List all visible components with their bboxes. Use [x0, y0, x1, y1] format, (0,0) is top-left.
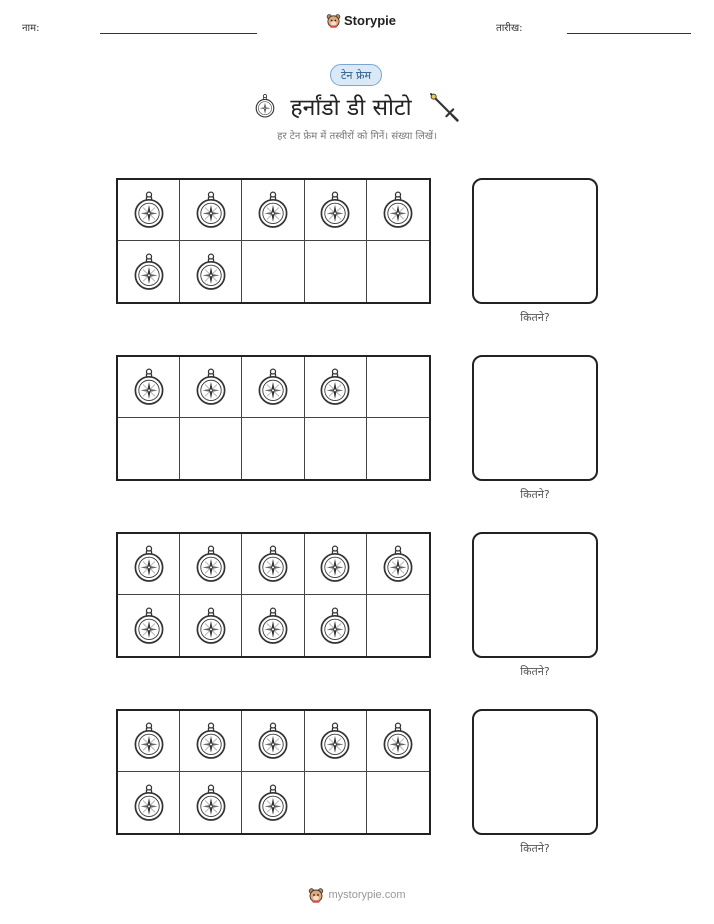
frame-cell: [180, 180, 242, 241]
date-label: तारीख:: [496, 23, 523, 34]
compass-icon: [254, 93, 276, 119]
ten-frame: [116, 709, 431, 835]
frame-cell: [367, 180, 429, 241]
name-label: नाम:: [22, 23, 40, 34]
sword-icon: [426, 89, 460, 123]
compass-icon: [318, 543, 352, 585]
frame-cell: [118, 418, 180, 479]
frame-cell: [367, 772, 429, 833]
frame-cell: [242, 772, 304, 833]
compass-icon: [194, 366, 228, 408]
compass-icon: [194, 782, 228, 824]
frame-cell: [180, 711, 242, 772]
frame-cell: [305, 180, 367, 241]
footer: [0, 887, 714, 903]
compass-icon: [194, 543, 228, 585]
compass-icon: [256, 189, 290, 231]
ten-frame: [116, 178, 431, 304]
answer-label: कितने?: [520, 311, 550, 324]
name-line[interactable]: [100, 33, 257, 34]
frame-cell: [118, 772, 180, 833]
frame-cell: [305, 241, 367, 302]
frame-cell: [242, 357, 304, 418]
frame-cell: [118, 711, 180, 772]
frame-cell: [305, 418, 367, 479]
answer-box[interactable]: [472, 709, 598, 835]
frame-cell: [242, 418, 304, 479]
frame-cell: [118, 241, 180, 302]
frame-cell: [305, 357, 367, 418]
frame-cell: [242, 534, 304, 595]
frame-cell: [118, 357, 180, 418]
frame-cell: [367, 534, 429, 595]
answer-box[interactable]: [472, 178, 598, 304]
compass-icon: [194, 189, 228, 231]
brand-logo: [326, 13, 396, 28]
compass-icon: [132, 189, 166, 231]
footer-url: mystorypie.com: [328, 889, 406, 901]
compass-icon: [132, 251, 166, 293]
frame-cell: [118, 180, 180, 241]
compass-icon: [318, 366, 352, 408]
frame-cell: [180, 595, 242, 656]
answer-box[interactable]: [472, 355, 598, 481]
frame-cell: [367, 241, 429, 302]
compass-icon: [256, 782, 290, 824]
compass-icon: [256, 720, 290, 762]
frame-cell: [118, 534, 180, 595]
page-title: हर्नांडो डी सोटो: [290, 95, 412, 121]
answer-label: कितने?: [520, 842, 550, 855]
frame-cell: [242, 241, 304, 302]
frame-cell: [242, 595, 304, 656]
frame-cell: [118, 595, 180, 656]
frame-cell: [367, 357, 429, 418]
answer-box[interactable]: [472, 532, 598, 658]
frame-cell: [242, 180, 304, 241]
compass-icon: [194, 720, 228, 762]
frame-cell: [367, 711, 429, 772]
compass-icon: [132, 543, 166, 585]
ten-frame: [116, 532, 431, 658]
compass-icon: [318, 605, 352, 647]
ten-frame: [116, 355, 431, 481]
compass-icon: [132, 720, 166, 762]
frame-cell: [242, 711, 304, 772]
compass-icon: [132, 782, 166, 824]
compass-icon: [381, 189, 415, 231]
bear-mascot-icon: [308, 887, 324, 903]
date-line[interactable]: [567, 33, 691, 34]
frame-cell: [305, 711, 367, 772]
brand-name: Storypie: [344, 13, 397, 28]
instructions: हर टेन फ्रेम में तस्वीरों को गिनें। संख्या लिखें।: [277, 131, 437, 142]
compass-icon: [194, 605, 228, 647]
frame-cell: [367, 595, 429, 656]
frame-cell: [305, 534, 367, 595]
compass-icon: [256, 543, 290, 585]
frame-cell: [367, 418, 429, 479]
frame-cell: [180, 357, 242, 418]
frame-cell: [180, 534, 242, 595]
compass-icon: [381, 720, 415, 762]
worksheet-type-badge: टेन फ्रेम: [330, 64, 382, 86]
frame-cell: [180, 772, 242, 833]
frame-cell: [305, 772, 367, 833]
answer-label: कितने?: [520, 488, 550, 501]
title-row: [0, 89, 714, 123]
bear-mascot-icon: [326, 13, 341, 28]
frame-cell: [305, 595, 367, 656]
compass-icon: [381, 543, 415, 585]
compass-icon: [318, 189, 352, 231]
compass-icon: [318, 720, 352, 762]
answer-label: कितने?: [520, 665, 550, 678]
compass-icon: [256, 605, 290, 647]
compass-icon: [132, 605, 166, 647]
frame-cell: [180, 241, 242, 302]
frame-cell: [180, 418, 242, 479]
compass-icon: [256, 366, 290, 408]
compass-icon: [132, 366, 166, 408]
compass-icon: [194, 251, 228, 293]
